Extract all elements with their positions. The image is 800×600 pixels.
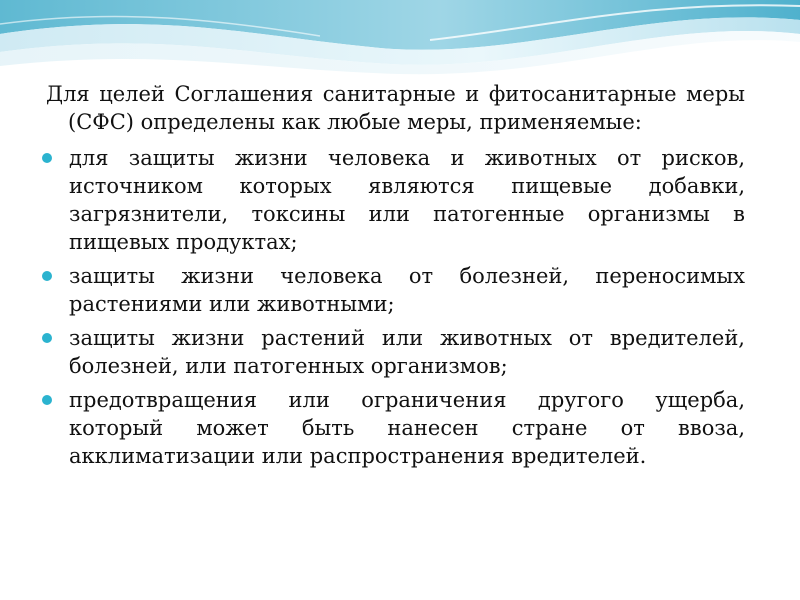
decorative-wave-header <box>0 0 800 80</box>
intro-paragraph: Для целей Соглашения санитарные и фитосанитарные меры (СФС) определены как любые меры, применяемые: <box>46 82 745 134</box>
slide-body <box>40 80 745 476</box>
bullet-dot-icon <box>42 333 52 343</box>
bullet-dot-icon <box>42 395 52 405</box>
list-item <box>40 324 745 380</box>
bullet-list <box>40 144 745 470</box>
list-item-text: для защиты жизни человека и животных от рисков, источником которых являются пищевые добавки, загрязнители, токсины или патогенные организмы в пищевых продуктах; <box>69 146 745 254</box>
list-item <box>40 386 745 470</box>
list-item-text: защиты жизни растений или животных от вредителей, болезней, или патогенных организмов; <box>69 326 745 378</box>
list-item-text: предотвращения или ограничения другого ущерба, который может быть нанесен стране от ввоза, акклиматизации или распространения вредителей. <box>69 388 745 468</box>
bullet-dot-icon <box>42 271 52 281</box>
list-item-text: защиты жизни человека от болезней, переносимых растениями или животными; <box>69 264 745 316</box>
list-item <box>40 144 745 256</box>
list-item <box>40 262 745 318</box>
bullet-dot-icon <box>42 153 52 163</box>
